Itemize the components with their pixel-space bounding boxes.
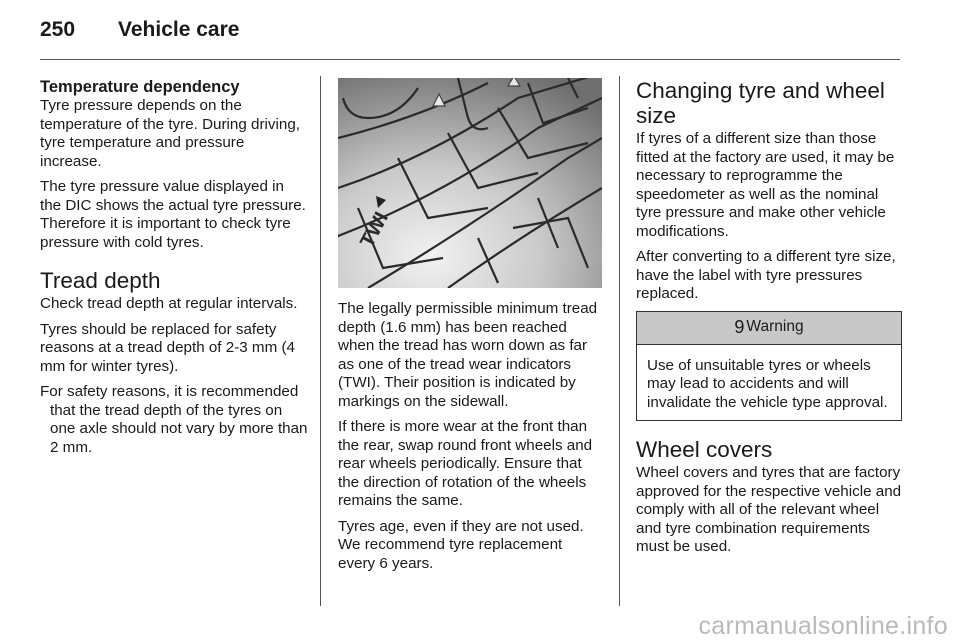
tread-paragraph-1: Check tread depth at regular intervals. bbox=[40, 295, 298, 312]
warning-triangle-icon: 9 bbox=[734, 317, 745, 338]
change-paragraph-1: If tyres of a different size than those fitted at the factory are used, it may be necessary to reprogramme the speedometer as well as the nominal tyre pressure and make other vehicle modifications. bbox=[636, 130, 895, 240]
twi-marking: TWI bbox=[356, 208, 393, 252]
changing-tyre-size-heading: Changing tyre and wheel size bbox=[636, 78, 885, 128]
watermark: carmanualsonline.info bbox=[698, 612, 948, 640]
tread-paragraph-2: Tyres should be replaced for safety reasons at a tread depth of 2-3 mm (4 mm for winter tyres). bbox=[40, 320, 295, 375]
page-header bbox=[40, 18, 900, 58]
tyre-age-paragraph: Tyres age, even if they are not used. We recommend tyre replacement every 6 years. bbox=[338, 517, 584, 572]
warning-box bbox=[636, 311, 902, 422]
column-2 bbox=[338, 78, 602, 580]
temperature-paragraph-1: Tyre pressure depends on the temperature of the tyre. During driving, tyre temperature and pressure increase. bbox=[40, 97, 300, 170]
column-divider-1 bbox=[320, 76, 321, 606]
swap-wheels-paragraph: If there is more wear at the front than the rear, swap round front wheels and rear wheels periodically. Ensure that the direction of rotation of the wheels remains the same. bbox=[338, 418, 593, 509]
wheel-covers-paragraph: Wheel covers and tyres that are factory approved for the respective vehicle and comply with all of the relevant wheel and tyre combination requirements must be used. bbox=[636, 464, 902, 555]
warning-title: Warning bbox=[746, 318, 804, 336]
column-3 bbox=[636, 78, 902, 564]
tyre-tread-illustration bbox=[338, 78, 602, 288]
column-divider-2 bbox=[619, 76, 620, 606]
wheel-covers-heading: Wheel covers bbox=[636, 437, 773, 462]
section-title: Vehicle care bbox=[118, 18, 240, 41]
tread-depth-heading: Tread depth bbox=[40, 268, 161, 293]
change-paragraph-2: After converting to a different tyre size, have the label with tyre pressures replaced. bbox=[636, 248, 896, 302]
temperature-paragraph-2: The tyre pressure value displayed in the DIC shows the actual tyre pressure. Therefore it is important to check tyre pressure with cold tyres. bbox=[40, 178, 306, 251]
tread-paragraph-3: For safety reasons, it is recommended that the tread depth of the tyres on one axle should not vary by more than 2 mm. bbox=[40, 383, 308, 456]
header-divider bbox=[40, 59, 900, 60]
warning-header bbox=[637, 312, 901, 345]
tread-minimum-paragraph: The legally permissible minimum tread depth (1.6 mm) has been reached when the tread has worn down as far as one of the tread wear indicators (TWI). Their position is indicated by markings on the sidewall. bbox=[338, 300, 598, 410]
temperature-dependency-heading: Temperature dependency bbox=[40, 78, 240, 96]
warning-text: Use of unsuitable tyres or wheels may lead to accidents and will invalidate the vehicle type approval. bbox=[647, 356, 888, 411]
page-number: 250 bbox=[40, 18, 76, 41]
column-1 bbox=[40, 78, 308, 464]
